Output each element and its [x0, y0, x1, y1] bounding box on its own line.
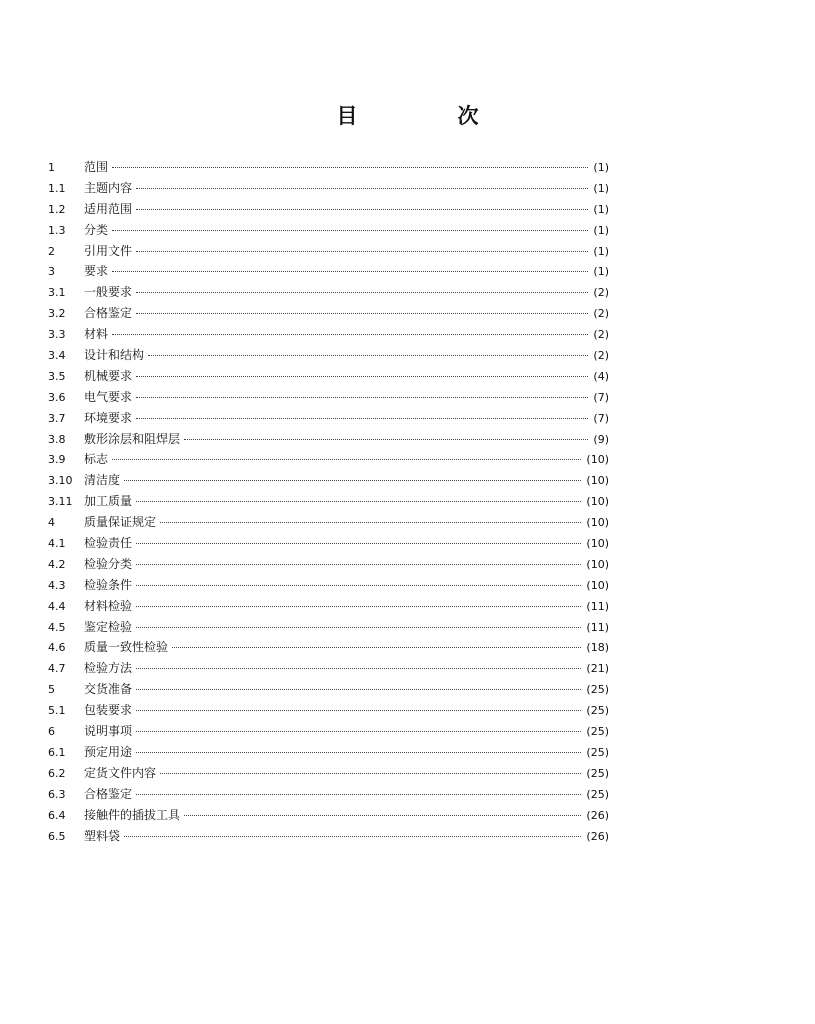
toc-entry-number: 4.5 — [48, 620, 66, 634]
dot-leader — [160, 773, 581, 774]
toc-entry — [48, 261, 609, 282]
toc-entry-number: 3.1 — [48, 286, 66, 300]
dot-leader — [136, 209, 588, 210]
toc-entry-number: 1.1 — [48, 181, 66, 195]
toc-entry-label: 塑料袋 — [84, 828, 121, 843]
toc-entry-page: (26) — [586, 829, 609, 843]
toc-entry-number: 4.7 — [48, 662, 66, 676]
toc-entry-number: 3.2 — [48, 307, 66, 321]
dot-leader — [136, 292, 588, 293]
toc-entry-page: (1) — [593, 202, 609, 216]
dot-leader — [136, 564, 581, 565]
toc-entry-number: 4.4 — [48, 599, 66, 613]
toc-entry-label: 机械要求 — [84, 368, 133, 383]
toc-entry — [48, 805, 609, 826]
toc-entry-number: 6.1 — [48, 745, 66, 759]
dot-leader — [112, 271, 588, 272]
dot-leader — [136, 418, 588, 419]
toc-entry-page: (25) — [586, 787, 609, 801]
dot-leader — [184, 439, 588, 440]
toc-entry-label: 分类 — [84, 222, 109, 237]
dot-leader — [112, 334, 588, 335]
toc-entry — [48, 637, 609, 658]
toc-entry-number: 6.5 — [48, 829, 66, 843]
toc-entry-page: (2) — [593, 286, 609, 300]
toc-entry-page: (11) — [586, 620, 609, 634]
toc-entry — [48, 199, 609, 220]
toc-entry-page: (1) — [593, 265, 609, 279]
dot-leader — [136, 710, 581, 711]
toc-entry-page: (1) — [593, 161, 609, 174]
dot-leader — [136, 689, 581, 690]
toc-entry-page: (25) — [586, 704, 609, 718]
toc-entry — [48, 763, 609, 784]
toc-entry-page: (1) — [593, 223, 609, 237]
toc-entry-label: 材料检验 — [84, 598, 133, 613]
toc-entry-number: 3.9 — [48, 453, 66, 467]
toc-entry-number: 3 — [48, 265, 55, 279]
toc-entry — [48, 700, 609, 721]
toc-entry-page: (2) — [593, 349, 609, 363]
toc-entry-page: (9) — [593, 432, 609, 446]
toc-entry-number: 4.6 — [48, 641, 66, 655]
toc-entry — [48, 742, 609, 763]
toc-entry-page: (1) — [593, 181, 609, 195]
toc-entry — [48, 449, 609, 470]
toc-entry-page: (7) — [593, 411, 609, 425]
toc-entry-page: (10) — [586, 537, 609, 551]
toc-entry-page: (10) — [586, 453, 609, 467]
toc-entry — [48, 721, 609, 742]
toc-entry-label: 预定用途 — [84, 744, 133, 759]
toc-entry-page: (25) — [586, 725, 609, 739]
toc-entry-number: 6.2 — [48, 766, 66, 780]
toc-entry — [48, 178, 609, 199]
toc-entry-number: 3.8 — [48, 432, 66, 446]
dot-leader — [136, 668, 581, 669]
toc-entry-label: 适用范围 — [84, 201, 133, 216]
toc-entry — [48, 658, 609, 679]
toc-entry-page: (10) — [586, 578, 609, 592]
toc-entry — [48, 303, 609, 324]
toc-entry — [48, 596, 609, 617]
dot-leader — [148, 355, 588, 356]
toc-entry-label: 检验责任 — [84, 536, 133, 551]
toc-entry-label: 一般要求 — [84, 285, 133, 300]
dot-leader — [112, 230, 588, 231]
toc-entry-number: 6.4 — [48, 808, 66, 822]
toc-entry — [48, 387, 609, 408]
toc-entry-label: 电气要求 — [84, 389, 133, 404]
toc-entry-label: 合格鉴定 — [84, 786, 133, 801]
dot-leader — [136, 731, 581, 732]
toc-entry-label: 敷形涂层和阻焊层 — [84, 431, 181, 446]
toc-entry-label: 设计和结构 — [84, 348, 145, 363]
toc-entry — [48, 324, 609, 345]
toc-entry-page: (11) — [586, 599, 609, 613]
toc-entry-page: (25) — [586, 745, 609, 759]
toc-entry-label: 范围 — [84, 160, 109, 174]
toc-entry — [48, 491, 609, 512]
toc-entry-label: 标志 — [84, 452, 109, 467]
toc-entry-number: 3.3 — [48, 328, 66, 342]
toc-entry-page: (7) — [593, 390, 609, 404]
dot-leader — [136, 794, 581, 795]
toc-entry-page: (21) — [586, 662, 609, 676]
toc-entry-number: 3.7 — [48, 411, 66, 425]
dot-leader — [136, 313, 588, 314]
toc-entry — [48, 512, 609, 533]
dot-leader — [136, 543, 581, 544]
dot-leader — [136, 501, 581, 502]
toc-entry-number: 6 — [48, 725, 55, 739]
dot-leader — [136, 606, 581, 607]
toc-entry-label: 清洁度 — [84, 473, 121, 488]
toc-entry-label: 主题内容 — [84, 180, 133, 195]
toc-entry-label: 包装要求 — [84, 703, 133, 718]
dot-leader — [136, 627, 581, 628]
toc-entry-label: 材料 — [84, 327, 109, 342]
toc-entry-number: 3.6 — [48, 390, 66, 404]
toc-entry-label: 检验分类 — [84, 556, 133, 571]
toc-entry-label: 接触件的插拔工具 — [84, 807, 181, 822]
toc-entry — [48, 282, 609, 303]
dot-leader — [184, 815, 581, 816]
toc-entry — [48, 826, 609, 847]
dot-leader — [136, 376, 588, 377]
toc-entry-number: 4.1 — [48, 537, 66, 551]
toc-entry-label: 要求 — [84, 264, 109, 279]
toc-entry-number: 3.4 — [48, 349, 66, 363]
toc-entry-page: (25) — [586, 683, 609, 697]
toc-entry-number: 4.2 — [48, 557, 66, 571]
toc-entry-label: 检验方法 — [84, 661, 133, 676]
dot-leader — [160, 522, 581, 523]
toc-entry-page: (10) — [586, 516, 609, 530]
toc-entry-label: 加工质量 — [84, 494, 133, 509]
toc-entry — [48, 157, 609, 178]
toc-entry-label: 鉴定检验 — [84, 619, 133, 634]
toc-entry-page: (1) — [593, 244, 609, 258]
toc-entry-label: 定货文件内容 — [84, 765, 157, 780]
toc-entry-number: 3.11 — [48, 495, 73, 509]
toc-entry-number: 6.3 — [48, 787, 66, 801]
toc-entry — [48, 533, 609, 554]
toc-entry-number: 5.1 — [48, 704, 66, 718]
dot-leader — [124, 480, 581, 481]
dot-leader — [136, 251, 588, 252]
toc-entry-page: (2) — [593, 307, 609, 321]
toc-entry — [48, 366, 609, 387]
toc-entry-number: 4 — [48, 516, 55, 530]
dot-leader — [136, 585, 581, 586]
dot-leader — [136, 188, 588, 189]
title-char-1: 目 — [336, 104, 358, 128]
toc-entry-number: 1.3 — [48, 223, 66, 237]
toc-entry-number: 1 — [48, 161, 55, 174]
toc-entry — [48, 554, 609, 575]
toc-entry-label: 交货准备 — [84, 682, 133, 697]
table-of-contents — [48, 157, 609, 846]
toc-entry-page: (2) — [593, 328, 609, 342]
toc-entry-page: (25) — [586, 766, 609, 780]
toc-entry-label: 检验条件 — [84, 577, 133, 592]
toc-entry-page: (18) — [586, 641, 609, 655]
toc-entry-number: 3.5 — [48, 369, 66, 383]
dot-leader — [172, 647, 581, 648]
toc-entry — [48, 408, 609, 429]
toc-entry-label: 说明事项 — [84, 724, 133, 739]
toc-entry-page: (26) — [586, 808, 609, 822]
page-title — [0, 100, 815, 130]
toc-entry-label: 环境要求 — [84, 410, 133, 425]
dot-leader — [124, 836, 581, 837]
toc-entry-label: 质量一致性检验 — [84, 640, 169, 655]
dot-leader — [112, 167, 588, 168]
toc-entry — [48, 429, 609, 450]
title-char-2: 次 — [457, 104, 479, 128]
toc-entry-label: 质量保证规定 — [84, 515, 157, 530]
toc-entry-page: (4) — [593, 369, 609, 383]
toc-entry — [48, 470, 609, 491]
toc-entry-number: 5 — [48, 683, 55, 697]
toc-entry-number: 4.3 — [48, 578, 66, 592]
toc-entry — [48, 220, 609, 241]
toc-entry — [48, 575, 609, 596]
toc-entry — [48, 679, 609, 700]
toc-entry-number: 2 — [48, 244, 55, 258]
dot-leader — [136, 752, 581, 753]
toc-entry-number: 3.10 — [48, 474, 73, 488]
dot-leader — [112, 459, 581, 460]
toc-entry-page: (10) — [586, 495, 609, 509]
toc-entry-label: 合格鉴定 — [84, 306, 133, 321]
toc-entry-number: 1.2 — [48, 202, 66, 216]
toc-entry — [48, 617, 609, 638]
dot-leader — [136, 397, 588, 398]
toc-entry-label: 引用文件 — [84, 243, 133, 258]
toc-entry — [48, 784, 609, 805]
toc-entry — [48, 345, 609, 366]
toc-entry — [48, 241, 609, 262]
toc-entry-page: (10) — [586, 557, 609, 571]
toc-entry-page: (10) — [586, 474, 609, 488]
